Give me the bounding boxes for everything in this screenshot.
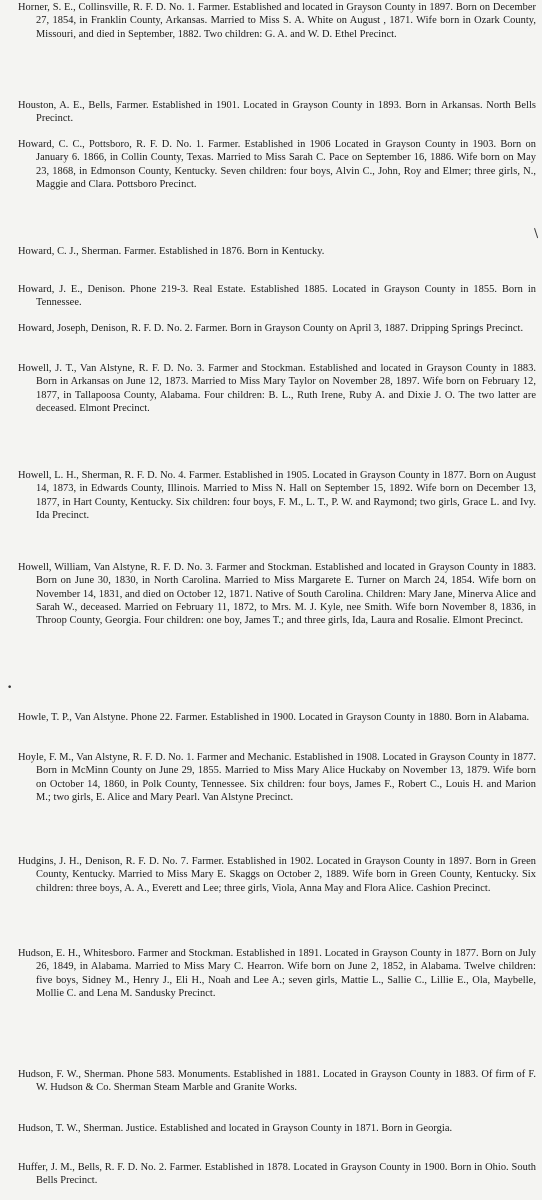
entry-hudgins-j-h: Hudgins, J. H., Denison, R. F. D. No. 7. Farmer. Established in 1902. Located in Grayson County in 1897. Born in Green County, Kentucky. Married to Miss Mary E. Skaggs on October 2, 1889. Wife born in Green County, Kentucky. Six children: three boys, A. A., Everett and Lee; three girls, Viola, Anna May and Flora Alice. Cashion Precinct. [18,856,536,894]
entry-howard-j-e: Howard, J. E., Denison. Phone 219-3. Real Estate. Established 1885. Located in Grayson County in 1855. Born in Tennessee. [18,284,536,309]
entry-howard-c-c: Howard, C. C., Pottsboro, R. F. D. No. 1. Farmer. Established in 1906 Located in Grayson County in 1903. Born on January 6. 1866, in Collin County, Texas. Married to Miss Sarah C. Pace on September 16, 1886. Wife born on May 23, 1868, in Edmonson County, Kentucky. Seven children: four boys, Alvin C., John, Roy and Elmer; three girls, N., Maggie and Clara. Pottsboro Precinct. [18,139,536,190]
entry-howard-c-j: Howard, C. J., Sherman. Farmer. Established in 1876. Born in Kentucky. [18,246,325,257]
entry-hoyle-f-m: Hoyle, F. M., Van Alstyne, R. F. D. No. 1. Farmer and Mechanic. Established in 1908. Located in Grayson County in 1877. Born in McMinn County on June 29, 1855. Married to Miss Mary Alice Huckaby on November 13, 1879. Wife born on October 14, 1860, in Polk County, Tennessee. Six children: four boys, James F., Robert C., Louis H. and Marion M.; two girls, E. Alice and Mary Pearl. Van Alstyne Precinct. [18,752,536,803]
bullet-mark: • [7,683,13,693]
entry-hudson-t-w: Hudson, T. W., Sherman. Justice. Established and located in Grayson County in 1871. Born in Georgia. [18,1123,453,1134]
entry-howell-j-t: Howell, J. T., Van Alstyne, R. F. D. No. 3. Farmer and Stockman. Established and located in Grayson County in 1883. Born in Arkansas on June 12, 1873. Married to Miss Mary Taylor on November 28, 1897. Wife born on February 12, 1877, in Tallapoosa County, Alabama. Four children: B. L., Ruth Irene, Ruby A. and Dixie J. O. The two latter are deceased. Elmont Precinct. [18,363,536,414]
entry-howell-l-h: Howell, L. H., Sherman, R. F. D. No. 4. Farmer. Established in 1905. Located in Grayson County in 1877. Born on August 14, 1873, in Edwards County, Illinois. Married to Miss N. Hall on September 15, 1892. Wife born on December 13, 1877, in Hart County, Kentucky. Six children: four boys, F. M., L. T., P. W. and Raymond; two girls, Grace L. and Ivy. Ida Precinct. [18,470,536,521]
pencil-stroke-mark: / [530,226,542,240]
entry-howard-joseph: Howard, Joseph, Denison, R. F. D. No. 2. Farmer. Born in Grayson County on April 3, 1887. Dripping Springs Precinct. [18,323,524,334]
entry-hudson-f-w: Hudson, F. W., Sherman. Phone 583. Monuments. Established in 1881. Located in Grayson County in 1883. Of firm of F. W. Hudson & Co. Sherman Steam Marble and Granite Works. [18,1069,536,1094]
entry-horner-s-e: Horner, S. E., Collinsville, R. F. D. No. 1. Farmer. Established and located in Grayson County in 1897. Born on December 27, 1854, in Franklin County, Arkansas. Married to Miss S. A. White on August , 1871. Wife born in Ozark County, Missouri, and died in September, 1882. Two children: G. A. and W. D. Ethel Precinct. [18,2,536,40]
entry-hudson-e-h: Hudson, E. H., Whitesboro. Farmer and Stockman. Established in 1891. Located in Grayson County in 1877. Born on July 26, 1849, in Alabama. Married to Miss Mary C. Hearron. Wife born on June 2, 1852, in Alabama. Twelve children: five boys, Sidney M., Henry J., Eli H., Noah and Lee A.; seven girls, Mattie L., Sallie C., Lillie E., Ola, Maybelle, Mollie C. and Lena M. Sandusky Precinct. [18,948,536,999]
entry-houston-a-e: Houston, A. E., Bells, Farmer. Established in 1901. Located in Grayson County in 1893. Born in Arkansas. North Bells Precinct. [18,100,536,125]
entry-howell-william: Howell, William, Van Alstyne, R. F. D. No. 3. Farmer and Stockman. Established and located in Grayson County in 1883. Born on June 30, 1830, in North Carolina. Married to Miss Margarete E. Turner on March 24, 1854. Wife born on November 14, 1831, and died on October 12, 1871. Native of South Carolina. Children: Mary Jane, Minerva Alice and Sarah W., deceased. Married on February 11, 1872, to Mrs. M. J. Kyle, nee Smith. Wife born November 8, 1836, in Throop County, Georgia. Four children: one boy, James T.; and three girls, Ida, Laura and Rosalie. Elmont Precinct. [18,562,536,627]
entry-howle-t-p: Howle, T. P., Van Alstyne. Phone 22. Farmer. Established in 1900. Located in Grayson County in 1880. Born in Alabama. [18,712,530,723]
entry-huffer-j-m: Huffer, J. M., Bells, R. F. D. No. 2. Farmer. Established in 1878. Located in Grayson County in 1900. Born in Ohio. South Bells Precinct. [18,1162,536,1187]
